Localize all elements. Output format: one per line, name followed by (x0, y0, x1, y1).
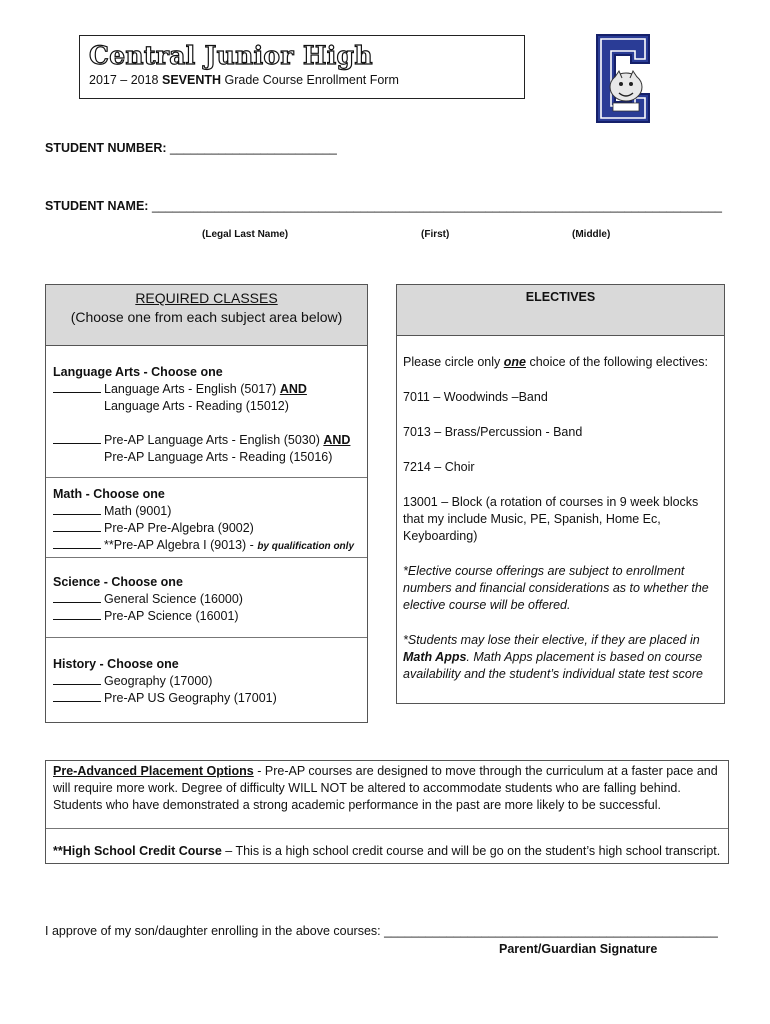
required-classes-header (46, 285, 367, 346)
school-name: Central Junior High (89, 41, 373, 70)
signature-label: Parent/Guardian Signature (499, 942, 658, 956)
history-title: History - Choose one (53, 657, 179, 671)
form-title: 2017 – 2018 SEVENTH Grade Course Enrollment Form (89, 73, 399, 87)
choice-blank[interactable] (53, 503, 101, 515)
electives-intro: Please circle only one choice of the following electives: (403, 355, 709, 369)
student-number-label: STUDENT NUMBER: (45, 141, 167, 155)
electives-heading: ELECTIVES (525, 290, 596, 304)
student-name-field[interactable]: __________________________________________________________________________________ (151, 199, 723, 213)
choice-blank[interactable] (53, 673, 101, 685)
middle-name-hint: (Middle) (572, 229, 611, 240)
required-classes-panel (45, 284, 368, 723)
choice-blank[interactable] (53, 520, 101, 532)
language-arts-title: Language Arts - Choose one (53, 365, 223, 379)
choice-blank[interactable] (53, 690, 101, 702)
approval-text: I approve of my son/daughter enrolling in the above courses: (45, 924, 385, 938)
signature-field[interactable]: ________________________________________________ (384, 924, 718, 938)
history-option-1[interactable]: Geography (17000) (53, 673, 277, 690)
preap-note: Pre-Advanced Placement Options - Pre-AP courses are designed to move through the curriculum at a faster pace and will require more work. Degree of difficulty WILL NOT be altered to accommodate students who are falling behind. Students who have demonstrated a strong academic performance in the past are more likely to be successful. (53, 764, 718, 812)
science-option-2[interactable]: Pre-AP Science (16001) (53, 608, 243, 625)
notes-box (45, 760, 729, 864)
electives-panel (396, 284, 725, 704)
math-section (46, 477, 367, 558)
elective-choir[interactable]: 7214 – Choir (403, 460, 475, 474)
student-number-row (45, 141, 337, 155)
math-option-1[interactable]: Math (9001) (53, 503, 354, 520)
choice-blank[interactable] (53, 537, 101, 549)
science-title: Science - Choose one (53, 575, 183, 589)
math-option-3[interactable]: **Pre-AP Algebra I (9013) - by qualification only (53, 537, 354, 555)
history-option-2[interactable]: Pre-AP US Geography (17001) (53, 690, 277, 707)
science-section (46, 557, 367, 638)
elective-block[interactable]: 13001 – Block (a rotation of courses in 9 week blocks that my include Music, PE, Spanish, Home Ec, Keyboarding) (403, 495, 699, 543)
elective-offering-note: *Elective course offerings are subject to enrollment numbers and financial considerations as to whether the elective course will be offered. (403, 564, 709, 612)
language-arts-option-2[interactable]: Pre-AP Language Arts - English (5030) AND (53, 432, 350, 449)
approval-row (45, 924, 718, 938)
math-apps-note: *Students may lose their elective, if they are placed in Math Apps. Math Apps placement is based on course availability and the student’s individual state test score (403, 633, 703, 681)
first-name-hint: (First) (421, 229, 450, 240)
electives-header (397, 285, 724, 336)
student-name-row (45, 199, 722, 213)
notes-divider (46, 828, 728, 829)
choice-blank[interactable] (53, 432, 101, 444)
science-option-1[interactable]: General Science (16000) (53, 591, 243, 608)
math-option-2[interactable]: Pre-AP Pre-Algebra (9002) (53, 520, 354, 537)
elective-brass-percussion[interactable]: 7013 – Brass/Percussion - Band (403, 425, 583, 439)
cougar-mascot-logo (591, 33, 655, 124)
required-classes-heading: REQUIRED CLASSES (135, 290, 278, 306)
choice-blank[interactable] (53, 591, 101, 603)
student-number-field[interactable]: ________________________ (170, 141, 337, 155)
language-arts-option-2-line-2: Pre-AP Language Arts - Reading (15016) (104, 450, 333, 464)
hs-credit-note: **High School Credit Course – This is a high school credit course and will be go on the student’s high school transcript. (53, 844, 721, 858)
language-arts-section (46, 345, 367, 467)
required-classes-subheading: (Choose one from each subject area below) (70, 309, 343, 325)
language-arts-option-1[interactable]: Language Arts - English (5017) AND (53, 381, 350, 398)
choice-blank[interactable] (53, 381, 101, 393)
math-title: Math - Choose one (53, 487, 165, 501)
title-box (79, 35, 525, 99)
elective-woodwinds[interactable]: 7011 – Woodwinds –Band (403, 390, 548, 404)
history-section (46, 637, 367, 724)
language-arts-option-1-line-2: Language Arts - Reading (15012) (104, 399, 289, 413)
last-name-hint: (Legal Last Name) (202, 229, 289, 240)
choice-blank[interactable] (53, 608, 101, 620)
student-name-label: STUDENT NAME: (45, 199, 149, 213)
